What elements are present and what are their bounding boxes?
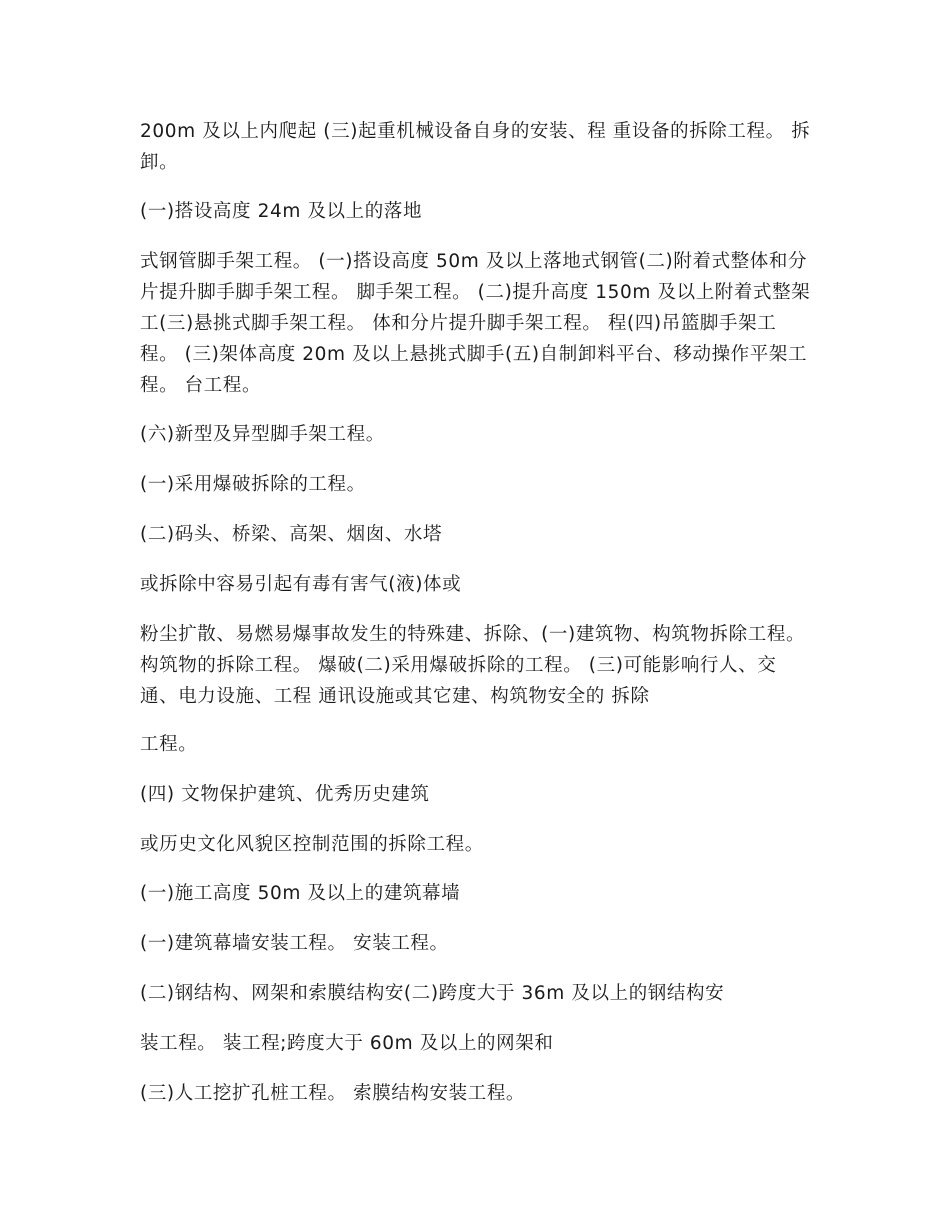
paragraph-11: 或历史文化风貌区控制范围的拆除工程。 (140, 834, 484, 855)
paragraph-14: (二)钢结构、网架和索膜结构安(二)跨度大于 36m 及以上的钢结构安 (140, 983, 725, 1004)
paragraph-1: 200m 及以上内爬起 (三)起重机械设备自身的安装、程 重设备的拆除工程。 拆卸。 (140, 121, 811, 173)
paragraph-9: 工程。 (140, 734, 198, 755)
paragraph-12: (一)施工高度 50m 及以上的建筑幕墙 (140, 883, 461, 904)
paragraph-4: (六)新型及异型脚手架工程。 (140, 424, 385, 445)
paragraph-2: (一)搭设高度 24m 及以上的落地 (140, 201, 423, 222)
paragraph-15: 装工程。 装工程;跨度大于 60m 及以上的网架和 (140, 1033, 554, 1054)
paragraph-16: (三)人工挖扩孔桩工程。 索膜结构安装工程。 (140, 1083, 526, 1104)
paragraph-5: (一)采用爆破拆除的工程。 (140, 474, 366, 495)
paragraph-8: 粉尘扩散、易燃易爆事故发生的特殊建、拆除、(一)建筑物、构筑物拆除工程。 构筑物的拆除工程。 爆破(二)采用爆破拆除的工程。 (三)可能影响行人、交通、电力设施、工程 通讯设施或其它建、构筑物安全的 拆除 (140, 624, 806, 707)
paragraph-3: 式钢管脚手架工程。 (一)搭设高度 50m 及以上落地式钢管(二)附着式整体和分片提升脚手脚手架工程。 脚手架工程。 (二)提升高度 150m 及以上附着式整架工(三)悬挑式脚手架工程。 体和分片提升脚手架工程。 程(四)吊篮脚手架工程。 (三)架体高度 20m 及以上悬挑式脚手(五)自制卸料平台、移动操作平架工程。 台工程。 (140, 251, 811, 396)
paragraph-13: (一)建筑幕墙安装工程。 安装工程。 (140, 933, 449, 954)
paragraph-6: (二)码头、桥梁、高架、烟囱、水塔 (140, 524, 443, 545)
paragraph-10: (四) 文物保护建筑、优秀历史建筑 (140, 784, 430, 805)
paragraph-7: 或拆除中容易引起有毒有害气(液)体或 (140, 574, 462, 595)
